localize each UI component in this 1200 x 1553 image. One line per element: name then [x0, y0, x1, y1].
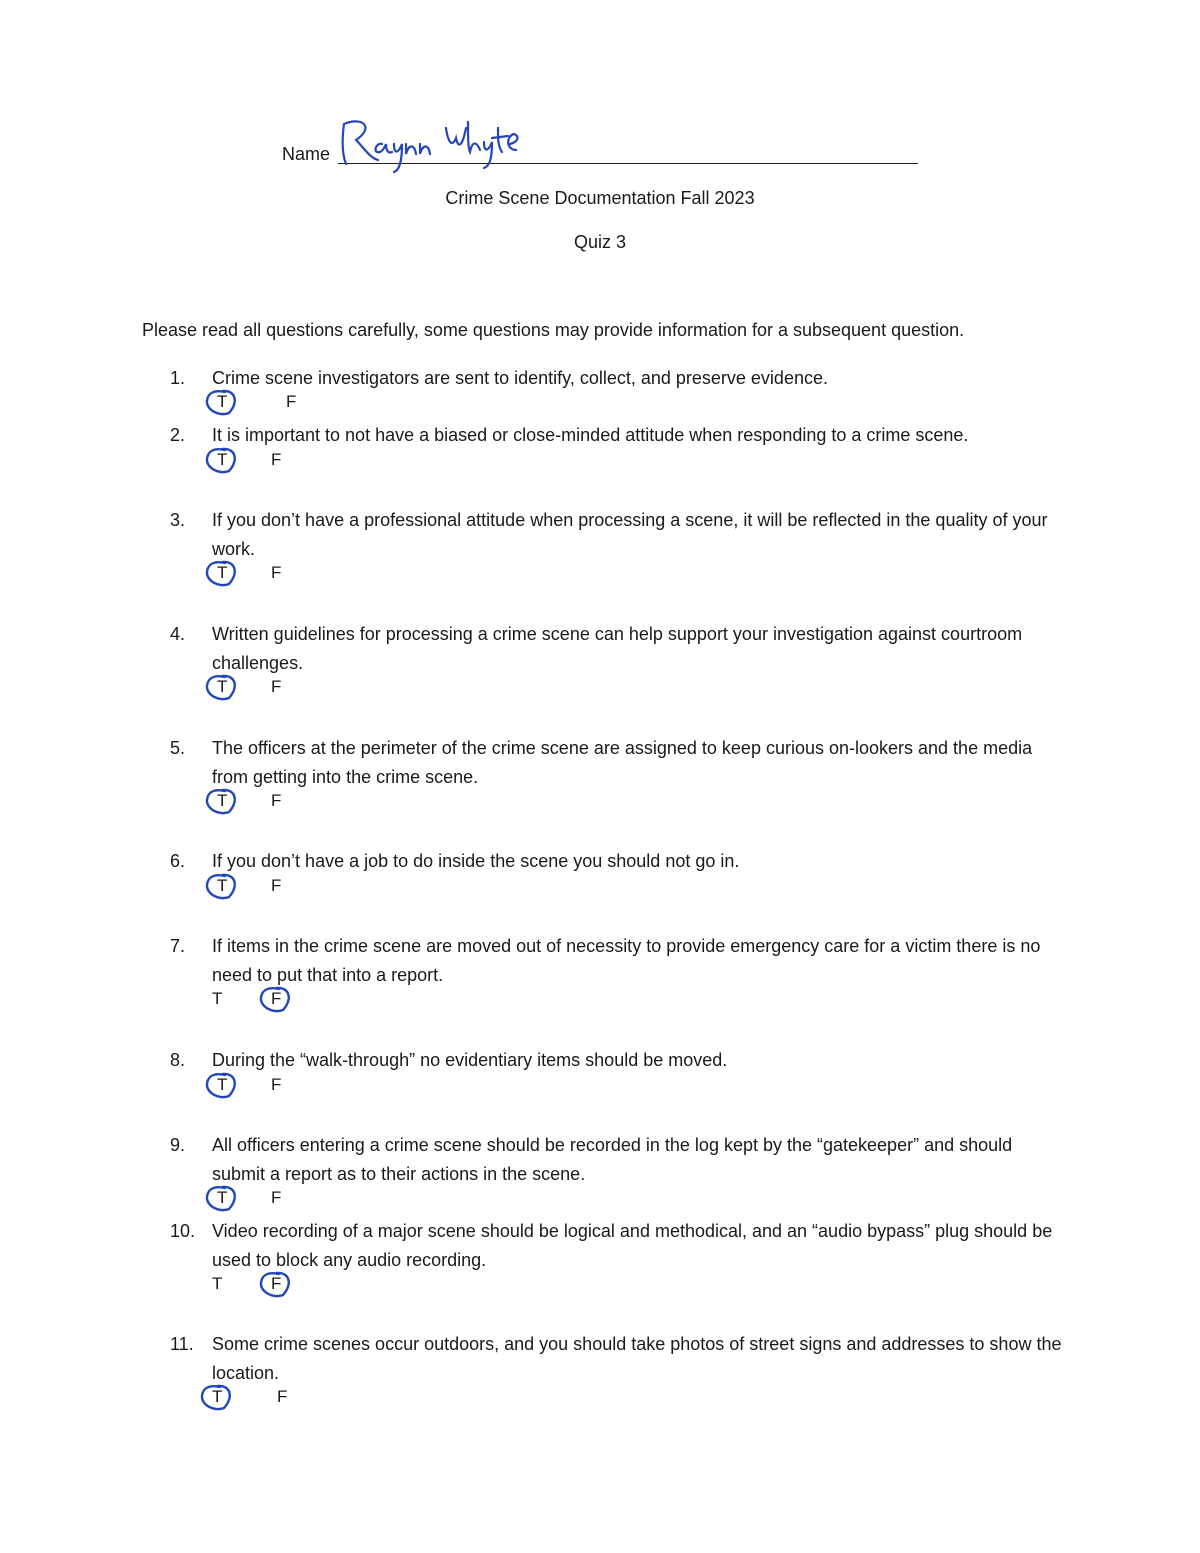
- question-item: [170, 1131, 1070, 1189]
- name-label: Name: [282, 144, 331, 164]
- question-item: [170, 1330, 1070, 1388]
- answer-circle-mark: [203, 1183, 239, 1213]
- false-option: F: [271, 1188, 282, 1207]
- answer-circle-mark: [203, 387, 239, 417]
- false-option: F: [271, 791, 282, 810]
- question-number: 2.: [170, 425, 186, 445]
- question-number: 4.: [170, 624, 186, 644]
- false-option: F: [286, 392, 297, 411]
- false-option: F: [271, 563, 282, 582]
- answer-circle-mark: [203, 558, 239, 588]
- quiz-title: Quiz 3: [573, 232, 627, 252]
- question-item: [170, 1046, 1070, 1075]
- question-number: 3.: [170, 510, 186, 530]
- true-option: T: [217, 392, 228, 411]
- false-option: F: [277, 1387, 288, 1406]
- true-option: T: [217, 450, 228, 469]
- question-text: Crime scene investigators are sent to identify, collect, and preserve evidence.: [212, 368, 828, 388]
- true-option: T: [212, 989, 223, 1008]
- answer-circle-mark: [257, 984, 293, 1014]
- student-signature: [334, 114, 534, 184]
- question-number: 7.: [170, 936, 186, 956]
- false-option: F: [271, 989, 282, 1008]
- answer-circle-mark: [198, 1382, 234, 1412]
- answer-circle-mark: [203, 1070, 239, 1100]
- question-item: [170, 847, 1070, 876]
- question-text: During the “walk-through” no evidentiary items should be moved.: [212, 1050, 728, 1070]
- answer-circle-mark: [203, 786, 239, 816]
- question-item: [170, 932, 1070, 990]
- question-number: 1.: [170, 368, 186, 388]
- true-option: T: [217, 791, 228, 810]
- question-item: [170, 364, 1070, 393]
- true-option: T: [212, 1387, 223, 1406]
- false-option: F: [271, 1274, 282, 1293]
- false-option: F: [271, 450, 282, 469]
- question-number: 6.: [170, 851, 186, 871]
- false-option: F: [271, 1075, 282, 1094]
- true-option: T: [217, 1075, 228, 1094]
- question-item: [170, 506, 1070, 564]
- true-option: T: [217, 563, 228, 582]
- answer-circle-mark: [257, 1269, 293, 1299]
- name-field: [282, 136, 922, 176]
- question-item: [170, 421, 1070, 450]
- true-option: T: [217, 876, 228, 895]
- question-text: All officers entering a crime scene should be recorded in the log kept by the “gatekeeper” and should submit a report as to their actions in the scene.: [212, 1135, 1013, 1184]
- question-item: [170, 1217, 1070, 1275]
- true-option: T: [217, 1188, 228, 1207]
- question-text: Some crime scenes occur outdoors, and you should take photos of street signs and addresses to show the location.: [212, 1334, 1062, 1383]
- question-item: [170, 734, 1070, 792]
- course-title: Crime Scene Documentation Fall 2023: [445, 188, 755, 208]
- question-number: 8.: [170, 1050, 186, 1070]
- question-text: If you don’t have a professional attitude when processing a scene, it will be reflected in the quality of your work.: [212, 510, 1048, 559]
- answer-circle-mark: [203, 871, 239, 901]
- question-text: Video recording of a major scene should be logical and methodical, and an “audio bypass” plug should be used to block any audio recording.: [212, 1221, 1053, 1270]
- true-option: T: [217, 677, 228, 696]
- question-number: 5.: [170, 738, 186, 758]
- question-text: Written guidelines for processing a crime scene can help support your investigation against courtroom challenges.: [212, 624, 1023, 673]
- question-text: If you don’t have a job to do inside the scene you should not go in.: [212, 851, 740, 871]
- question-number: 10.: [170, 1221, 196, 1241]
- false-option: F: [271, 677, 282, 696]
- false-option: F: [271, 876, 282, 895]
- instructions: Please read all questions carefully, some questions may provide information for a subsequent question.: [142, 320, 965, 340]
- question-number: 11.: [170, 1334, 194, 1354]
- true-option: T: [212, 1274, 223, 1293]
- question-number: 9.: [170, 1135, 186, 1155]
- question-text: If items in the crime scene are moved out of necessity to provide emergency care for a victim there is no need to put that into a report.: [212, 936, 1041, 985]
- question-text: The officers at the perimeter of the crime scene are assigned to keep curious on-lookers and the media from getting into the crime scene.: [212, 738, 1033, 787]
- answer-circle-mark: [203, 672, 239, 702]
- answer-circle-mark: [203, 445, 239, 475]
- question-item: [170, 620, 1070, 678]
- question-text: It is important to not have a biased or close-minded attitude when responding to a crime scene.: [212, 425, 969, 445]
